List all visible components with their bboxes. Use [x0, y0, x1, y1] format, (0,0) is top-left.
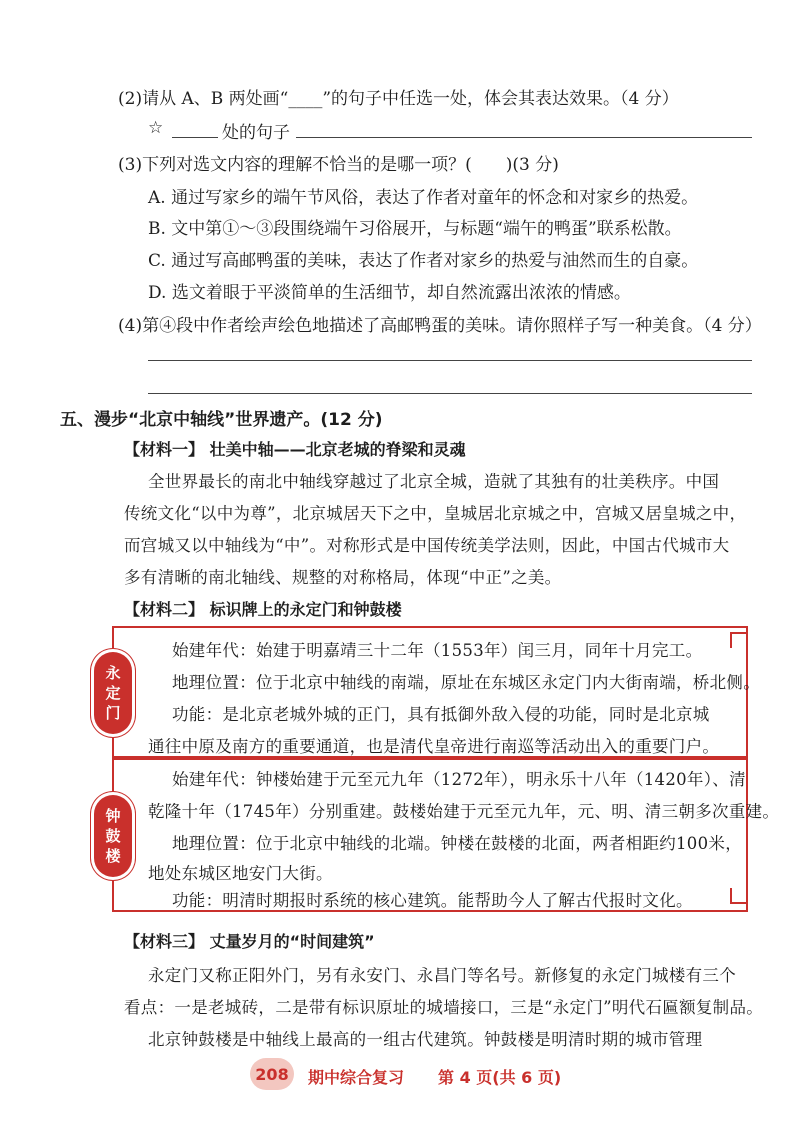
option-d[interactable]: D. 选文着眼于平淡简单的生活细节，却自然流露出浓浓的情感。: [148, 283, 631, 303]
frame-corner-ornament: [730, 888, 746, 904]
material-1-line: 而宫城又以中轴线为“中”。对称形式是中国传统美学法则，因此，中国古代城市大: [124, 536, 730, 555]
footer-title: 期中综合复习: [308, 1068, 405, 1087]
material-1-line: 全世界最长的南北中轴线穿越过了北京全城，造就了其独有的壮美秩序。中国: [148, 472, 720, 491]
material-1-line: 多有清晰的南北轴线、规整的对称格局，体现“中正”之美。: [124, 568, 562, 587]
tag-char: 鼓: [105, 827, 121, 845]
tag-char: 门: [105, 704, 121, 722]
tag-yongdingmen: [94, 652, 132, 734]
zhonggulou-line: 始建年代：钟楼始建于元至元九年（1272年），明永乐十八年（1420年）、清: [172, 770, 746, 789]
zhonggulou-line: 乾隆十年（1745年）分别重建。鼓楼始建于元至元九年，元、明、清三朝多次重建。: [148, 802, 780, 821]
option-c[interactable]: C. 通过写高邮鸭蛋的美味，表达了作者对家乡的热爱与油然而生的自豪。: [148, 251, 699, 271]
answer-line-q4-1[interactable]: [148, 360, 752, 361]
answer-line-q2[interactable]: [296, 137, 752, 138]
star-marker: ☆: [148, 118, 164, 138]
yongdingmen-line: 功能：是北京老城外城的正门，具有抵御外敌入侵的功能，同时是北京城: [172, 705, 710, 724]
yongdingmen-line: 地理位置：位于北京中轴线的南端，原址在东城区永定门内大街南端，桥北侧。: [172, 673, 760, 692]
tag-char: 钟: [105, 807, 121, 825]
zhonggulou-line: 功能：明清时期报时系统的核心建筑。能帮助今人了解古代报时文化。: [172, 891, 693, 910]
zhonggulou-line: 地处东城区地安门大街。: [148, 864, 333, 883]
frame-corner-ornament: [730, 632, 746, 648]
footer-page-info: 第 4 页(共 6 页): [438, 1068, 562, 1087]
option-b[interactable]: B. 文中第①～③段围绕端午习俗展开，与标题“端午的鸭蛋”联系松散。: [148, 219, 682, 239]
question-2: (2)请从 A、B 两处画“____”的句子中任选一处，体会其表达效果。（4 分）: [118, 89, 679, 109]
yongdingmen-line: 通往中原及南方的重要通道，也是清代皇帝进行南巡等活动出入的重要门户。: [148, 737, 720, 756]
material-3-line: 看点：一是老城砖，二是带有标识原址的城墙接口，三是“永定门”明代石匾额复制品。: [124, 998, 764, 1017]
tag-zhonggulou: [94, 795, 132, 877]
material-2-heading: 【材料二】 标识牌上的永定门和钟鼓楼: [124, 600, 402, 619]
question-4: (4)第④段中作者绘声绘色地描述了高邮鸭蛋的美味。请你照样子写一种美食。（4 分）: [118, 316, 762, 336]
section-5-title: 五、漫步“北京中轴线”世界遗产。(12 分): [60, 410, 383, 430]
tag-char: 定: [105, 684, 121, 702]
material-1-heading: 【材料一】 壮美中轴——北京老城的脊梁和灵魂: [124, 440, 466, 459]
answer-line-q4-2[interactable]: [148, 393, 752, 394]
answer-blank-short[interactable]: [172, 137, 218, 138]
material-3-line: 北京钟鼓楼是中轴线上最高的一组古代建筑。钟鼓楼是明清时期的城市管理: [148, 1030, 703, 1049]
page-number-badge: 208: [250, 1058, 294, 1090]
zhonggulou-line: 地理位置：位于北京中轴线的北端。钟楼在鼓楼的北面，两者相距约100米，: [172, 834, 742, 853]
material-3-heading: 【材料三】 丈量岁月的“时间建筑”: [124, 932, 375, 951]
material-3-line: 永定门又称正阳外门，另有永安门、永昌门等名号。新修复的永定门城楼有三个: [148, 966, 736, 985]
blank-suffix: 处的句子: [222, 123, 290, 143]
material-1-line: 传统文化“以中为尊”，北京城居天下之中，皇城居北京城之中，宫城又居皇城之中，: [124, 504, 747, 523]
question-3: (3)下列对选文内容的理解不恰当的是哪一项？( )(3 分): [118, 155, 559, 175]
tag-char: 永: [105, 664, 121, 682]
option-a[interactable]: A. 通过写家乡的端午节风俗，表达了作者对童年的怀念和对家乡的热爱。: [148, 188, 699, 208]
tag-char: 楼: [105, 847, 121, 865]
yongdingmen-line: 始建年代：始建于明嘉靖三十二年（1553年）闰三月，同年十月完工。: [172, 641, 703, 660]
